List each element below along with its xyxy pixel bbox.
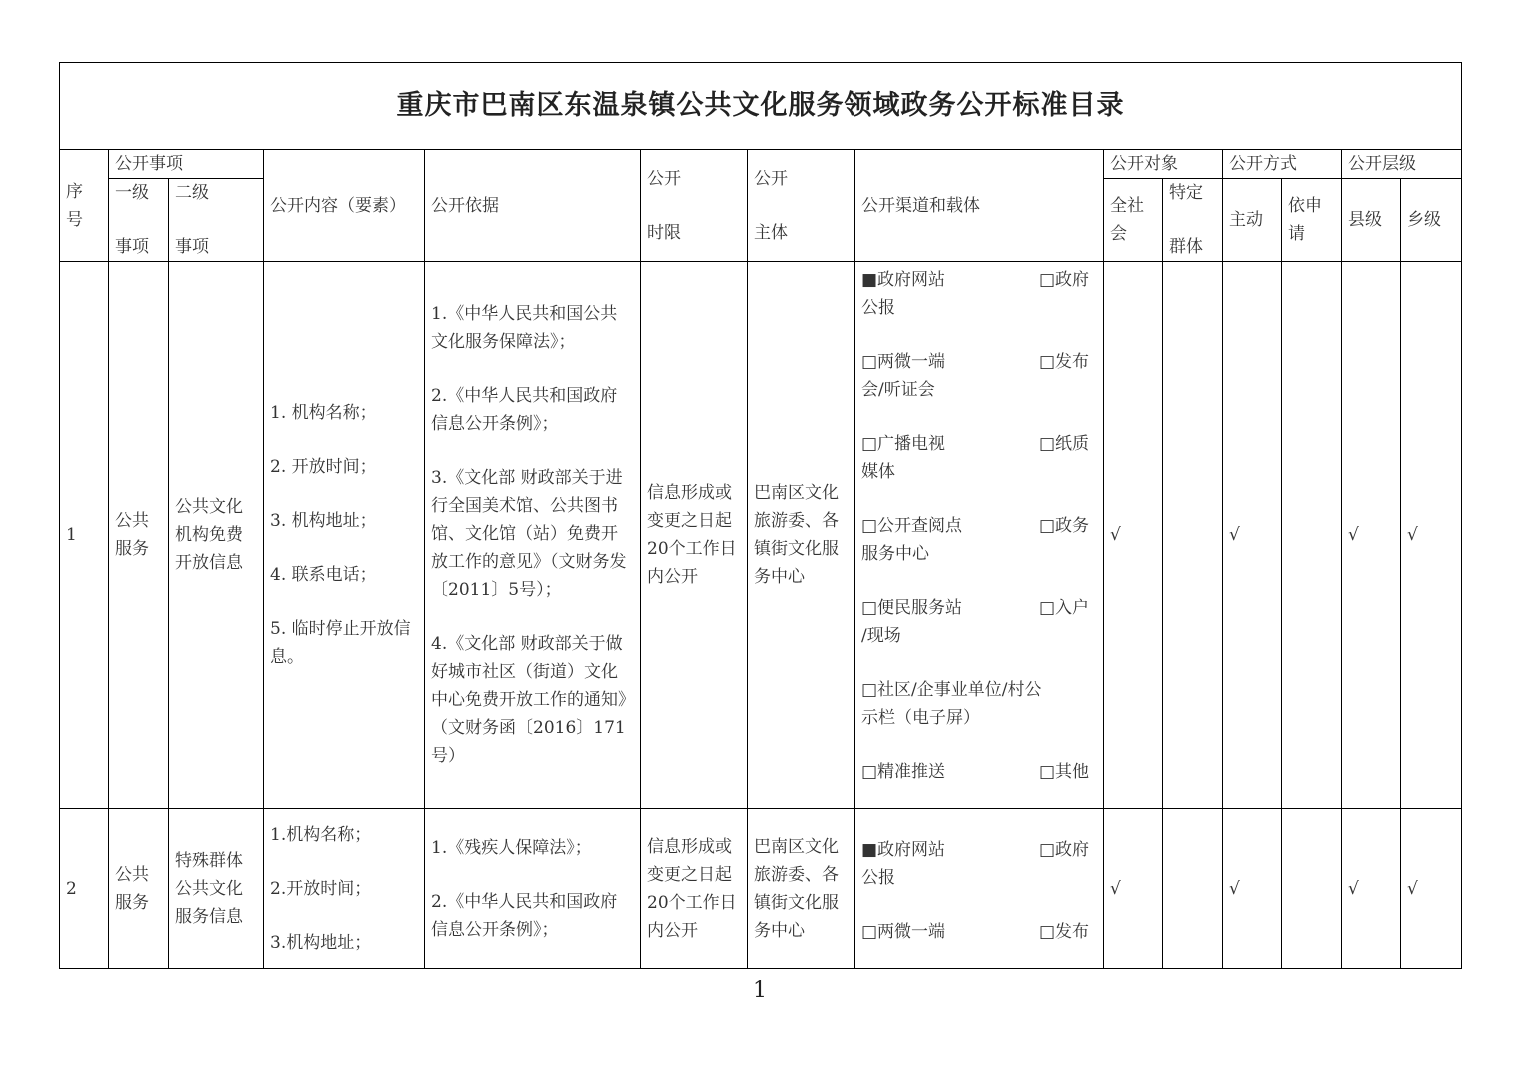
- channel-left: □便民服务站: [861, 598, 963, 618]
- header-subject-line-1: 公开: [754, 168, 788, 189]
- header-seq-text: 序号: [66, 181, 83, 230]
- basis-item: 3.《文化部 财政部关于进行全国美术馆、公共图书馆、文化馆（站）免费开放工作的意见》（文财务发〔2011〕5号）；: [431, 468, 627, 600]
- header-subject-line-2: 主体: [754, 222, 788, 243]
- header-method-apply: 依申请: [1282, 179, 1342, 262]
- channel-item: [861, 512, 1097, 568]
- row-content: [264, 262, 425, 809]
- row-level1: 公共服务: [109, 262, 169, 809]
- basis-item: 2.《中华人民共和国政府信息公开条例》；: [431, 891, 618, 940]
- channel-right: □其他: [1038, 762, 1089, 782]
- content-item: 4. 联系电话；: [270, 565, 377, 585]
- header-method-active: 主动: [1223, 179, 1282, 262]
- header-public-matter: 公开事项: [109, 150, 264, 179]
- disclosure-table: [59, 62, 1462, 969]
- header-object-all: 全社会: [1104, 179, 1163, 262]
- channel-tail: 会/听证会: [861, 380, 935, 400]
- content-item: 5. 临时停止开放信息。: [270, 619, 411, 667]
- row-method-active: √: [1223, 262, 1282, 809]
- row-basis: [425, 809, 641, 969]
- header-level-town: 乡级: [1401, 179, 1462, 262]
- channel-left: □广播电视: [861, 434, 946, 454]
- row-subject: 巴南区文化旅游委、各镇街文化服务中心: [748, 809, 855, 969]
- header-method: 公开方式: [1223, 150, 1342, 179]
- row-method-apply: [1282, 262, 1342, 809]
- header-level-county: 县级: [1342, 179, 1401, 262]
- header-seq: [60, 150, 109, 262]
- channel-left: □两微一端: [861, 352, 946, 372]
- row-object-all: √: [1104, 809, 1163, 969]
- header-object-specific: [1163, 179, 1223, 262]
- channel-item: [861, 836, 1097, 892]
- row-subject: 巴南区文化旅游委、各镇街文化服务中心: [748, 262, 855, 809]
- content-item: 1. 机构名称；: [270, 403, 377, 423]
- channel-left: □公开查阅点: [861, 516, 963, 536]
- basis-item: 1.《残疾人保障法》；: [431, 837, 592, 858]
- row-channels: [855, 262, 1104, 809]
- row-seq: 1: [60, 262, 109, 809]
- header-level1-line-1: 一级: [115, 183, 149, 203]
- channel-tail: 服务中心: [861, 544, 929, 564]
- header-time-limit-line-2: 时限: [647, 222, 681, 243]
- row-level-town: √: [1401, 262, 1462, 809]
- header-level1-line-2: 事项: [115, 237, 149, 257]
- channel-tail: 示栏（电子屏）: [861, 708, 980, 728]
- channel-item: [861, 430, 1097, 486]
- row-content: [264, 809, 425, 969]
- channel-tail: 公报: [861, 298, 895, 318]
- channel-left: □精准推送: [861, 762, 946, 782]
- row-level-county: √: [1342, 262, 1401, 809]
- channel-item: [861, 918, 1097, 946]
- row-channels: [855, 809, 1104, 969]
- row-level2: 公共文化机构免费开放信息: [169, 262, 264, 809]
- header-content: 公开内容（要素）: [264, 150, 425, 262]
- channel-left: ■政府网站: [861, 270, 946, 290]
- page-number: 1: [753, 978, 767, 1003]
- content-item: 2. 开放时间；: [270, 457, 377, 477]
- channel-right: □政务: [1038, 516, 1089, 536]
- header-level: 公开层级: [1342, 150, 1462, 179]
- channel-right: □入户: [1038, 598, 1089, 618]
- channel-tail: 公报: [861, 867, 895, 888]
- row-object-specific: [1163, 262, 1223, 809]
- content-item: 2.开放时间；: [270, 878, 372, 899]
- header-time-limit-line-1: 公开: [647, 168, 681, 189]
- header-channel: 公开渠道和载体: [855, 150, 1104, 262]
- channel-right: □政府: [1038, 839, 1089, 860]
- content-item: 3.机构地址；: [270, 932, 372, 953]
- basis-item: 4.《文化部 财政部关于做好城市社区（街道）文化中心免费开放工作的通知》（文财务函〔2016〕171号）: [431, 634, 627, 766]
- channel-right: □发布: [1038, 352, 1089, 372]
- header-level2: [169, 179, 264, 262]
- header-level2-line-2: 事项: [175, 237, 209, 257]
- header-time-limit: [641, 150, 748, 262]
- channel-left: □社区/企事业单位/村公: [861, 680, 1042, 700]
- header-subject: [748, 150, 855, 262]
- channel-item: [861, 594, 1097, 650]
- channel-tail: 媒体: [861, 462, 895, 482]
- header-level2-line-1: 二级: [175, 183, 209, 203]
- basis-item: 1.《中华人民共和国公共文化服务保障法》；: [431, 304, 618, 352]
- basis-item: 2.《中华人民共和国政府信息公开条例》；: [431, 386, 618, 434]
- row-time-limit: 信息形成或变更之日起20个工作日内公开: [641, 809, 748, 969]
- row-level2: 特殊群体公共文化服务信息: [169, 809, 264, 969]
- channel-tail: /现场: [861, 626, 901, 646]
- table-row: [60, 262, 1462, 809]
- header-object-specific-line-1: 特定: [1169, 183, 1203, 203]
- content-item: 1.机构名称；: [270, 824, 372, 845]
- row-method-apply: [1282, 809, 1342, 969]
- table-row: [60, 809, 1462, 969]
- channel-item: [861, 758, 1097, 786]
- row-seq: 2: [60, 809, 109, 969]
- row-method-active: √: [1223, 809, 1282, 969]
- channel-right: □发布: [1038, 921, 1089, 942]
- row-level1: 公共服务: [109, 809, 169, 969]
- header-level1: [109, 179, 169, 262]
- row-time-limit: 信息形成或变更之日起20个工作日内公开: [641, 262, 748, 809]
- channel-right: □纸质: [1038, 434, 1089, 454]
- row-object-all: √: [1104, 262, 1163, 809]
- channel-item: [861, 266, 1097, 322]
- row-object-specific: [1163, 809, 1223, 969]
- header-basis: 公开依据: [425, 150, 641, 262]
- channel-right: □政府: [1038, 270, 1089, 290]
- content-item: 3. 机构地址；: [270, 511, 377, 531]
- page-title: 重庆市巴南区东温泉镇公共文化服务领域政务公开标准目录: [60, 63, 1462, 150]
- header-object: 公开对象: [1104, 150, 1223, 179]
- row-basis: [425, 262, 641, 809]
- row-level-town: √: [1401, 809, 1462, 969]
- header-object-specific-line-2: 群体: [1169, 237, 1203, 257]
- channel-item: [861, 348, 1097, 404]
- channel-item: [861, 676, 1097, 732]
- channel-left: □两微一端: [861, 921, 946, 942]
- channel-left: ■政府网站: [861, 839, 946, 860]
- row-level-county: √: [1342, 809, 1401, 969]
